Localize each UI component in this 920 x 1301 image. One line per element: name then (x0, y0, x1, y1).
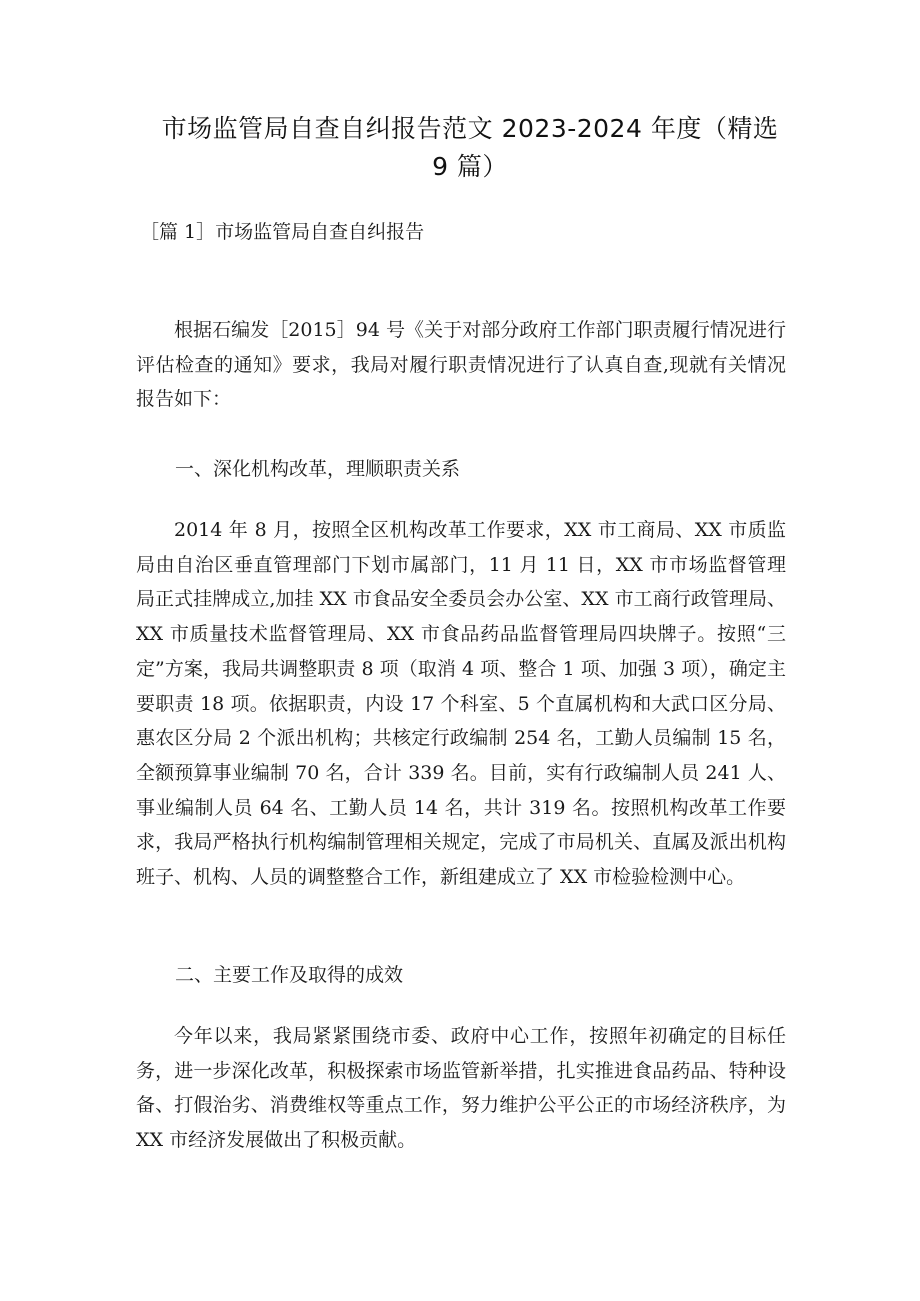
document-title: 市场监管局自查自纠报告范文 2023-2024 年度（精选 9 篇） (161, 114, 779, 181)
paragraph-intro: 根据石编发［2015］94 号《关于对部分政府工作部门职责履行情况进行评估检查的通知》要求，我局对履行职责情况进行了认真自查,现就有关情况报告如下： (136, 319, 786, 411)
section-heading-1: 一、深化机构改革，理顺职责关系 (175, 458, 461, 480)
section-heading-2: 二、主要工作及取得的成效 (175, 964, 404, 986)
section-subtitle: ［篇 1］市场监管局自查自纠报告 (140, 221, 425, 243)
paragraph-reform: 2014 年 8 月，按照全区机构改革工作要求，XX 市工商局、XX 市质监局由自治区垂直管理部门下划市属部门，11 月 11 日，XX 市市场监督管理局正式挂牌成立,加挂 XX 市食品安全委员会办公室、XX 市工商行政管理局、XX 市质量技术监督管理局、XX 市食品药品监督管理局四块牌子。按照“三定”方案，我局共调整职责 8 项（取消 4 项、整合 1 项、加强 3 项），确定主要职责 18 项。依据职责，内设 17 个科室、5 个直属机构和大武口区分局、惠农区分局 2 个派出机构；共核定行政编制 254 名，工勤人员编制 15 名，全额预算事业编制 70 名，合计 339 名。目前，实有行政编制人员 241 人、事业编制人员 64 名、工勤人员 14 名，共计 319 名。按照机构改革工作要求，我局严格执行机构编制管理相关规定，完成了市局机关、直属及派出机构班子、机构、人员的调整整合工作，新组建成立了 XX 市检验检测中心。 (136, 519, 786, 889)
paragraph-achievements: 今年以来，我局紧紧围绕市委、政府中心工作，按照年初确定的目标任务，进一步深化改革，积极探索市场监管新举措，扎实推进食品药品、特种设备、打假治劣、消费维权等重点工作，努力维护公平公正的市场经济秩序，为 XX 市经济发展做出了积极贡献。 (136, 1025, 786, 1152)
